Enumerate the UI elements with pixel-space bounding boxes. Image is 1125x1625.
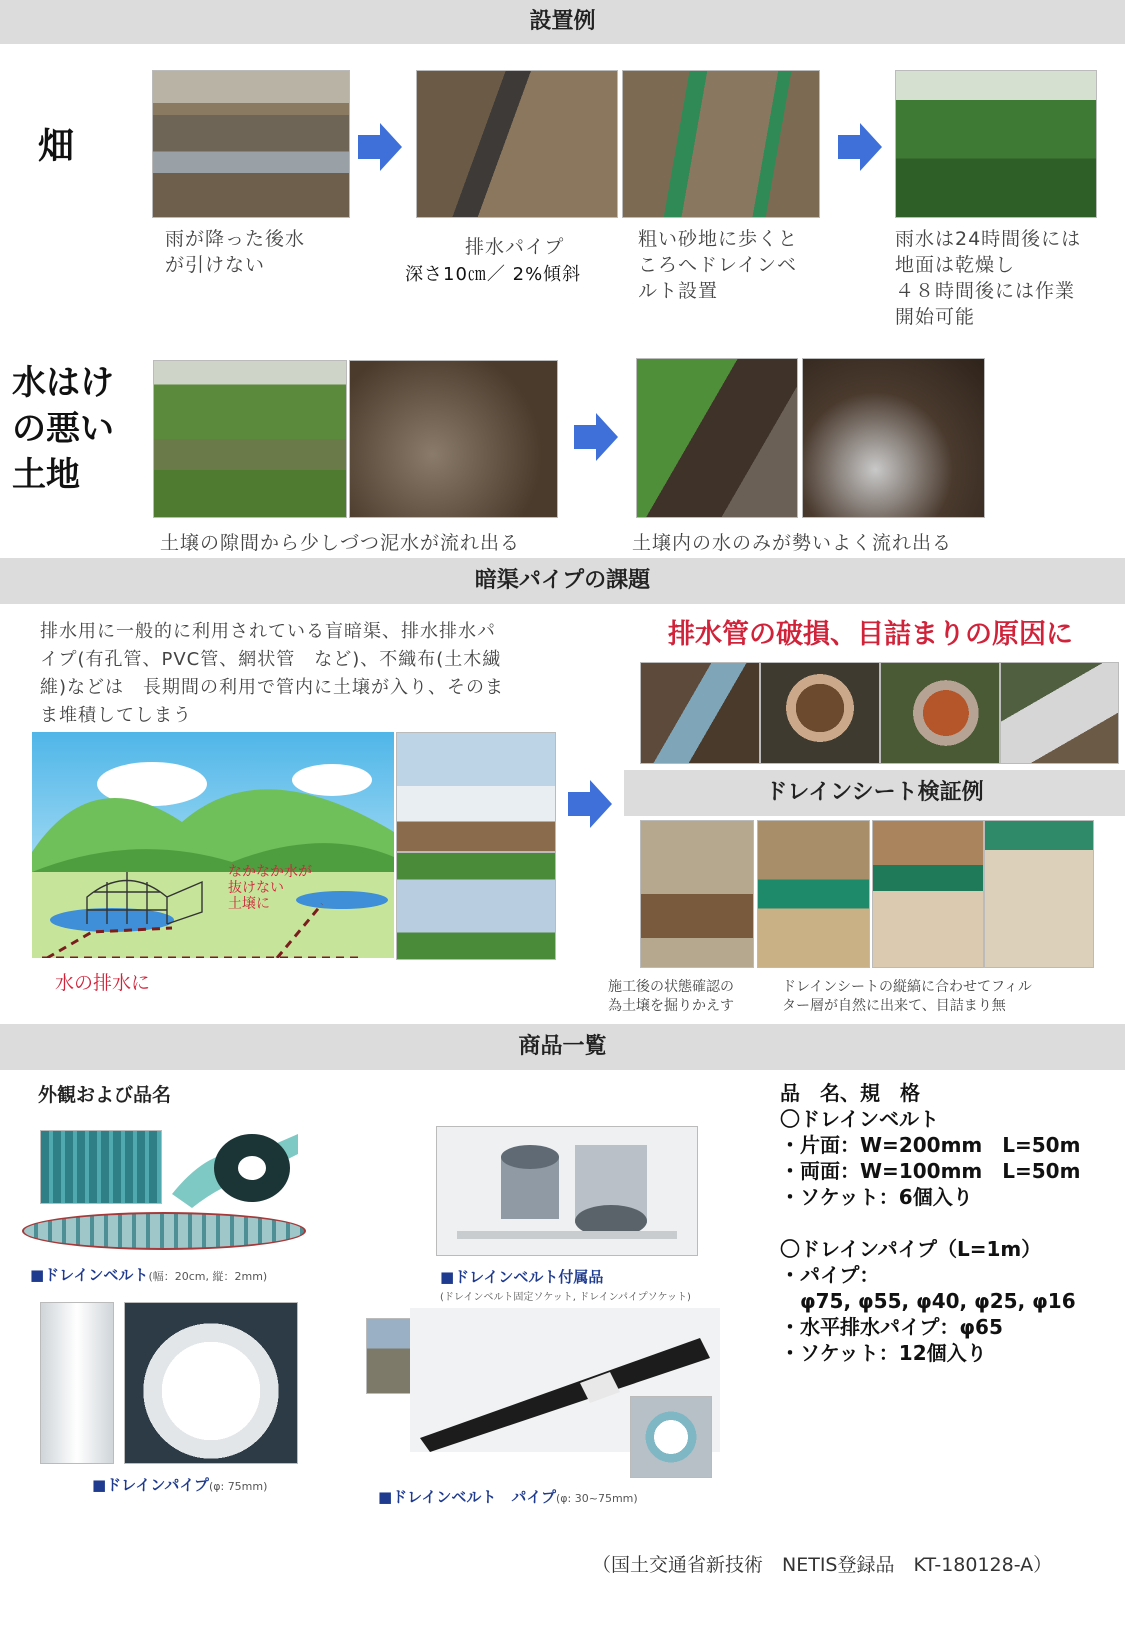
belt-accessories-label: ■ドレインベルト付属品	[440, 1268, 604, 1286]
arrow-right-icon	[358, 123, 402, 171]
photo-water-flow-1	[636, 358, 798, 518]
verify-caption-2: ドレインシートの縦縞に合わせてフィル ター層が自然に出来て、目詰まり無	[782, 979, 1032, 1014]
photo-flooded-field	[396, 852, 556, 960]
field-caption-3: 粗い砂地に歩くと ころへドレインベ ルト設置	[638, 228, 799, 302]
photo-greenhouse	[396, 732, 556, 852]
photo-damaged-pipe-2	[760, 662, 880, 764]
poor-caption-right: 土壌内の水のみが勢いよく流れ出る	[632, 532, 953, 554]
arrow-right-icon	[574, 413, 618, 461]
photo-poor-puddle	[153, 360, 347, 518]
photo-damaged-pipe-1	[640, 662, 760, 764]
issues-text: 排水用に一般的に利用されている盲暗渠、排水排水パ イプ(有孔管、PVC管、網状管 など)、不織布(土木繊 維)などは 長期間の利用で管内に土壌が入り、そのま ま堆積してしまう	[40, 621, 505, 726]
photo-belt-accessories	[436, 1126, 698, 1256]
poor-drainage-label: 水はけ の悪い 土地	[12, 363, 114, 495]
field-caption-4: 雨水は24時間後には 地面は乾燥し ４８時間後には作業 開始可能	[895, 228, 1082, 328]
belt-accessories-sub: (ドレインベルト固定ソケット, ドレインパイプソケット)	[440, 1292, 691, 1303]
illustration-note: なかなか水が 抜けない 土壌に	[228, 864, 312, 912]
drain-belt-label: ■ドレインベルト(幅：20cm, 縦：2mm)	[30, 1266, 268, 1284]
verify-caption-1: 施工後の状態確認の 為土壌を掘りかえす	[608, 979, 734, 1014]
photo-drain-belt-closeup	[40, 1130, 162, 1204]
section-header-issues: 暗渠パイプの課題	[0, 558, 1125, 604]
drain-pipe-label: ■ドレインパイプ(φ: 75mm)	[92, 1476, 268, 1494]
arrow-right-icon	[838, 123, 882, 171]
footer-netis: （国土交通省新技術 NETIS登録品 KT-180128-A）	[592, 1554, 1053, 1576]
field-label: 畑	[38, 126, 75, 167]
photo-verify-3	[872, 820, 984, 968]
photo-drain-belt-roll	[172, 1124, 298, 1208]
section-header-example: 設置例	[0, 0, 1125, 44]
field-caption-1: 雨が降った後水 が引けない	[165, 228, 306, 276]
photo-field-crops	[895, 70, 1097, 218]
photo-poor-mud	[349, 360, 558, 518]
product-spec-list: 品 名、規 格 〇ドレインベルト ・片面：W=200mm L=50m ・両面：W=100mm L=50m ・ソケット：6個入り 〇ドレインパイプ（L=1m） ・パイプ： φ75, φ55, φ40, φ25, φ16 ・水平排水パイプ：φ65 ・ソケット：12個入り	[780, 1081, 1081, 1365]
photo-verify-1	[640, 820, 754, 968]
field-caption-2a: 排水パイプ	[465, 236, 565, 258]
poor-caption-left: 土壌の隙間から少しづつ泥水が流れ出る	[160, 532, 521, 554]
photo-verify-2	[757, 820, 870, 968]
appearance-heading: 外観および品名	[38, 1084, 172, 1106]
issues-red-heading: 排水管の破損、目詰まりの原因に	[668, 619, 1073, 650]
photo-field-flooded	[152, 70, 350, 218]
photo-verify-4	[984, 820, 1094, 968]
belt-pipe-label: ■ドレインベルト パイプ(φ: 30~75mm)	[378, 1488, 638, 1506]
photo-field-pipe	[416, 70, 618, 218]
photo-drain-belt-section	[22, 1212, 306, 1250]
illustration-drain-label: 水の排水に	[55, 972, 151, 994]
arrow-right-icon	[568, 780, 612, 828]
section-header-products: 商品一覧	[0, 1024, 1125, 1070]
photo-water-flow-2	[802, 358, 985, 518]
verify-title: ドレインシート検証例	[624, 770, 1125, 816]
field-caption-2b: 深さ10㎝／ 2%傾斜	[405, 264, 582, 285]
photo-drain-pipe-opening	[124, 1302, 298, 1464]
photo-damaged-pipe-4	[1000, 662, 1119, 764]
illustration-landscape	[32, 732, 394, 958]
photo-field-belt	[622, 70, 820, 218]
photo-drain-pipe-standing	[40, 1302, 114, 1464]
photo-damaged-pipe-3	[880, 662, 1000, 764]
photo-belt-pipe-end	[630, 1396, 712, 1478]
